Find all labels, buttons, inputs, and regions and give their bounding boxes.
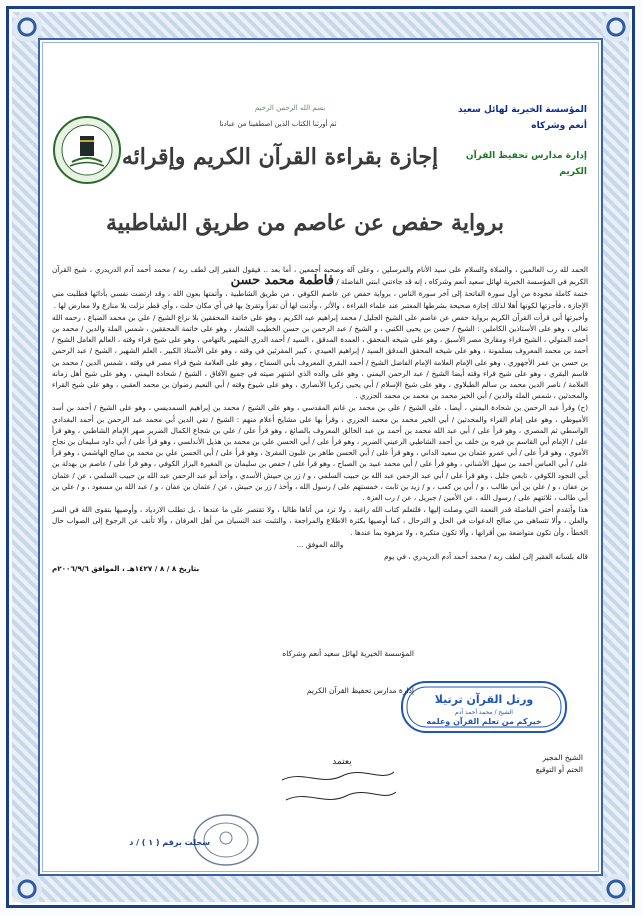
student-name: فاطمة محمد حسن bbox=[230, 273, 334, 289]
corner-ornament-top-left bbox=[12, 12, 42, 42]
header-right bbox=[437, 102, 587, 180]
stamp-foundation-line: المؤسسة الخيرية لهائل سعيد أنعم وشركاه bbox=[282, 649, 414, 658]
certificate-title bbox=[121, 136, 439, 174]
signature-handwriting bbox=[272, 752, 402, 812]
body-paragraph-1b: ختمة كاملة مجودة من أول سورة الفاتحة إلى آخر سورة الناس ، برواية حفص عن عاصم الكوفي ، من طريق الشاطبية ، وأتمتها بعون الله ، وقد ارتضت نفسي بأدائها فطلبت مني الإجازة ، فأجزتها لكونها أهلا لذلك إجازة صحيحة بشرطها المعتبر عند علماء القراءة ، والأثر ، وأذنت لها أن تقرأ وتقرئ بها في أي مكان حلت ، وأي قطر نزلت بلا منازع ولا معارض لها . bbox=[52, 289, 588, 310]
author-statement: قاله بلسانه الفقير إلى لطف ربه / محمد أحمد آدم الدريدري ، في يوم bbox=[384, 552, 588, 562]
certificate-body bbox=[52, 264, 588, 575]
subtitle-text: برواية حفص عن عاصم من طريق الشاطبية bbox=[106, 210, 504, 236]
stamp-text-2: خيركم من تعلم القرآن وعلمه bbox=[426, 717, 542, 726]
stamp-text-3: الشيخ / محمد أحمد آدم bbox=[455, 709, 513, 716]
body-paragraph-4: هذا وأتقدم أختي الفاضلة قدر النعمة التي وصلت إليها ، فلتعلم كتاب الله راغبة ، ولا ترد من أتاها طالبا ، ولا تقتصر على ما عندها ، بل تطلب الازدياد ، وأوصيها بتقوى الله في السر والعلن ، وألا تتساهى من صالح الدعوات في الحل و الترحال ، كما أوصيها بكثرة الاطلاع والمراجعة ، والتثبت عند النسيان من أهل العرفان ، وألا تأنف عن الرجوع إلى الصواب حال الخطأ ، وأن تكون متواضعة بين أقرانها ، وألا تكون متكبرة ، ولا مزهوة بما عندها . bbox=[52, 505, 588, 537]
intro-text: الحمد لله رب العالمين ، والصلاة والسلام على سيد الأنام والمرسلين ، وعلى آله وصحبه أجمعين ، أما بعد .. فيقول الفقير إلى لطف ربه / محمد أحمد آدم الدريدري ، شيخ القرآن الكريم في المؤسسة الخيرية لهائل سعيد أنعم وشركاه ، إنه قد جاءتني ابنتي الفاضلة / bbox=[52, 265, 588, 287]
basmala: بسم الله الرحمن الرحيم bbox=[254, 104, 326, 112]
quran-verse: ثم أورثنا الكتاب الذين اصطفينا من عبادنا bbox=[219, 120, 337, 128]
title-text: إجازة بقراءة القرآن الكريم وإقرائه bbox=[121, 144, 439, 170]
foundation-stamp-text bbox=[234, 648, 414, 696]
approval-word: يعتمد bbox=[332, 757, 352, 767]
certificate-subtitle bbox=[106, 200, 504, 242]
closing-text: والله الموفق ... bbox=[296, 539, 344, 549]
body-paragraph-2: وأخبرتها أني قرأت القرآن الكريم برواية حفص عن عاصم على الشيخ الجليل / محمد إبراهيم عبد الكريم ، وهو على خاتمة المحققين بلا نزاع الشيخ / علي بن محمد الضباع ، رحمه الله تعالى ، وهو على الأستاذين الكاملين : الشيخ / حسن بن يحيى الكتبي ، و الشيخ / عبد الرحمن بن حسن الخطيب الشعار ، وهو على خاتمة المحققين ، شمس الملة والدين / محمد بن أحمد المتولي ، الشيخ قراء ومقارئ مصر الأسبق ، وهو على شيخه المحقق ، العمدة المدقق ، السيد / أحمد الدري الشهير بالتهامي ، وهو على شيخ قراء وقته ، العالم العامل الشيخ / أحمد بن محمد المعروف بسلمونة ، وهو على شيخه المحقق المدقق السيد / إبراهيم العبيدي ، كبير المقرئين في وقته ، وهو على الأستاذ الكبير ، العلم الشهير ، الشيخ / عبد الرحمن بن حسن بن عمر الأجهوري ، وهو على الإمام العلامة الإمام الفاضل الشيخ / أحمد البقري المعروف بأبي السماح ، وهو على العلامة شيخ قراء مصر في وقته ، شمس الدين / محمد بن قاسم البقري ، وهو على شيخ قراء وقته أيضا الشيخ / عبد الرحمن اليمني ، وهو على والده الذي اشتهر صيته في جميع الآفاق ، الشيخ / شحادة اليمني ، وهو على شيخ أهل زمانه العلامة / ناصر الدين محمد بن سالم الطبلاوي ، وهو على شيخ الإسلام / أبي يحيى زكريا الأنصاري ، وهو على شيوخ وقته / أبي النعيم رضوان بن محمد العقبي ، وهو على شيخ القراء والمحدثين ، شمس الملة والدين / أبي الخير محمد بن محمد بن محمد الجزري . bbox=[52, 312, 588, 401]
corner-ornament-top-right bbox=[601, 12, 631, 42]
date-line: بتاريخ ٨ / ٨ / ١٤٢٧هـ ، الموافق ٢٠٠٦/٩/٦م bbox=[52, 564, 200, 574]
body-paragraph-1 bbox=[52, 264, 588, 287]
seal-label: الختم أو التوقيع bbox=[535, 765, 583, 774]
mujiz-block bbox=[383, 752, 583, 776]
stamp-text-1: ورتل القرآن ترتيلا bbox=[434, 693, 534, 706]
registration-number: سجلت برقم ( ١ ) / د bbox=[129, 838, 210, 847]
corner-ornament-bottom-left bbox=[12, 874, 42, 904]
mujiz-title: الشيخ المجيز bbox=[542, 753, 583, 762]
foundation-logo bbox=[52, 114, 122, 186]
stamp-schools-line: إدارة مدارس تحفيظ القرآن الكريم bbox=[306, 686, 414, 695]
foundation-name: المؤسسة الخيرية لهائل سعيد أنعم وشركاه bbox=[458, 105, 587, 131]
quran-stamp bbox=[396, 676, 572, 738]
schools-department: إدارة مدارس تحفيظ القرآن الكريم bbox=[465, 151, 587, 177]
corner-ornament-bottom-right bbox=[601, 874, 631, 904]
body-paragraph-3: (ح) وقرأ عبد الرحمن بن شحادة اليمني ، أيضا ، على الشيخ / علي بن محمد بن غانم المقدسي ، وهو على الشيخ / محمد بن إبراهيم السمديسي ، وهو على الشيخ / أحمد بن أسد الأميوطي ، وهو على إمام القراء والمحدثين / أبي الخير محمد بن محمد الجزري ، وقرأ بها على مشايخ أعلام منهم : الشيخ / تقي الدين أبي محمد عبد الرحمن بن أحمد البغدادي الواسطي ثم المصري ، وهو قرأ على / أبي عبد الله محمد بن أحمد بن عبد الخالق المعروف بالصائغ ، وهو قرأ على / علي بن شجاع الكمال الضرير صهر الإمام الشاطبي ، وهو قرأ على / الإمام أبي القاسم بن فيره بن خلف بن أحمد الشاطبي الرعيني الضرير ، وهو قرأ على / أبي الحسن علي بن محمد بن هذيل الأندلسي ، وهو قرأ على / أبي داود سليمان بن نجاح الأموي ، وهو قرأ على / أبي عمرو عثمان بن سعيد الداني ، وهو قرأ على / أبي الحسن طاهر بن غلبون المقرئ ، وهو قرأ على / أبي الحسن علي بن محمد بن صالح الهاشمي ، وهو قرأ على / أبي العباس أحمد بن سهل الأشناني ، وهو قرأ على / أبي محمد عبيد بن الصباح ، وهو قرأ على / حفص بن سليمان بن المغيرة البزاز الكوفي ، وهو قرأ على / عاصم بن بهدلة بن أبي النجود الكوفي ، تابعي جليل ، وهو قرأ على / أبي عبد الرحمن عبد الله بن حبيب السلمي ، و / زر بن حبيش الأسدي ، وأخذ أبو عبد الرحمن عبد الله بن حبيب السلمي ، عن / عثمان بن عفان ، و / علي بن أبي طالب ، و / أبي بن كعب ، و / زيد بن ثابت ، خمستهم على / رسول الله ، وأخذ / زر بن حبيش ، عن / عثمان بن عفان ، و / عبد الله بن مسعود ، و / علي بن أبي طالب ، ثلاثتهم على / رسول الله ، عن الأمين / جبريل ، عن / رب العزة . bbox=[52, 403, 588, 503]
